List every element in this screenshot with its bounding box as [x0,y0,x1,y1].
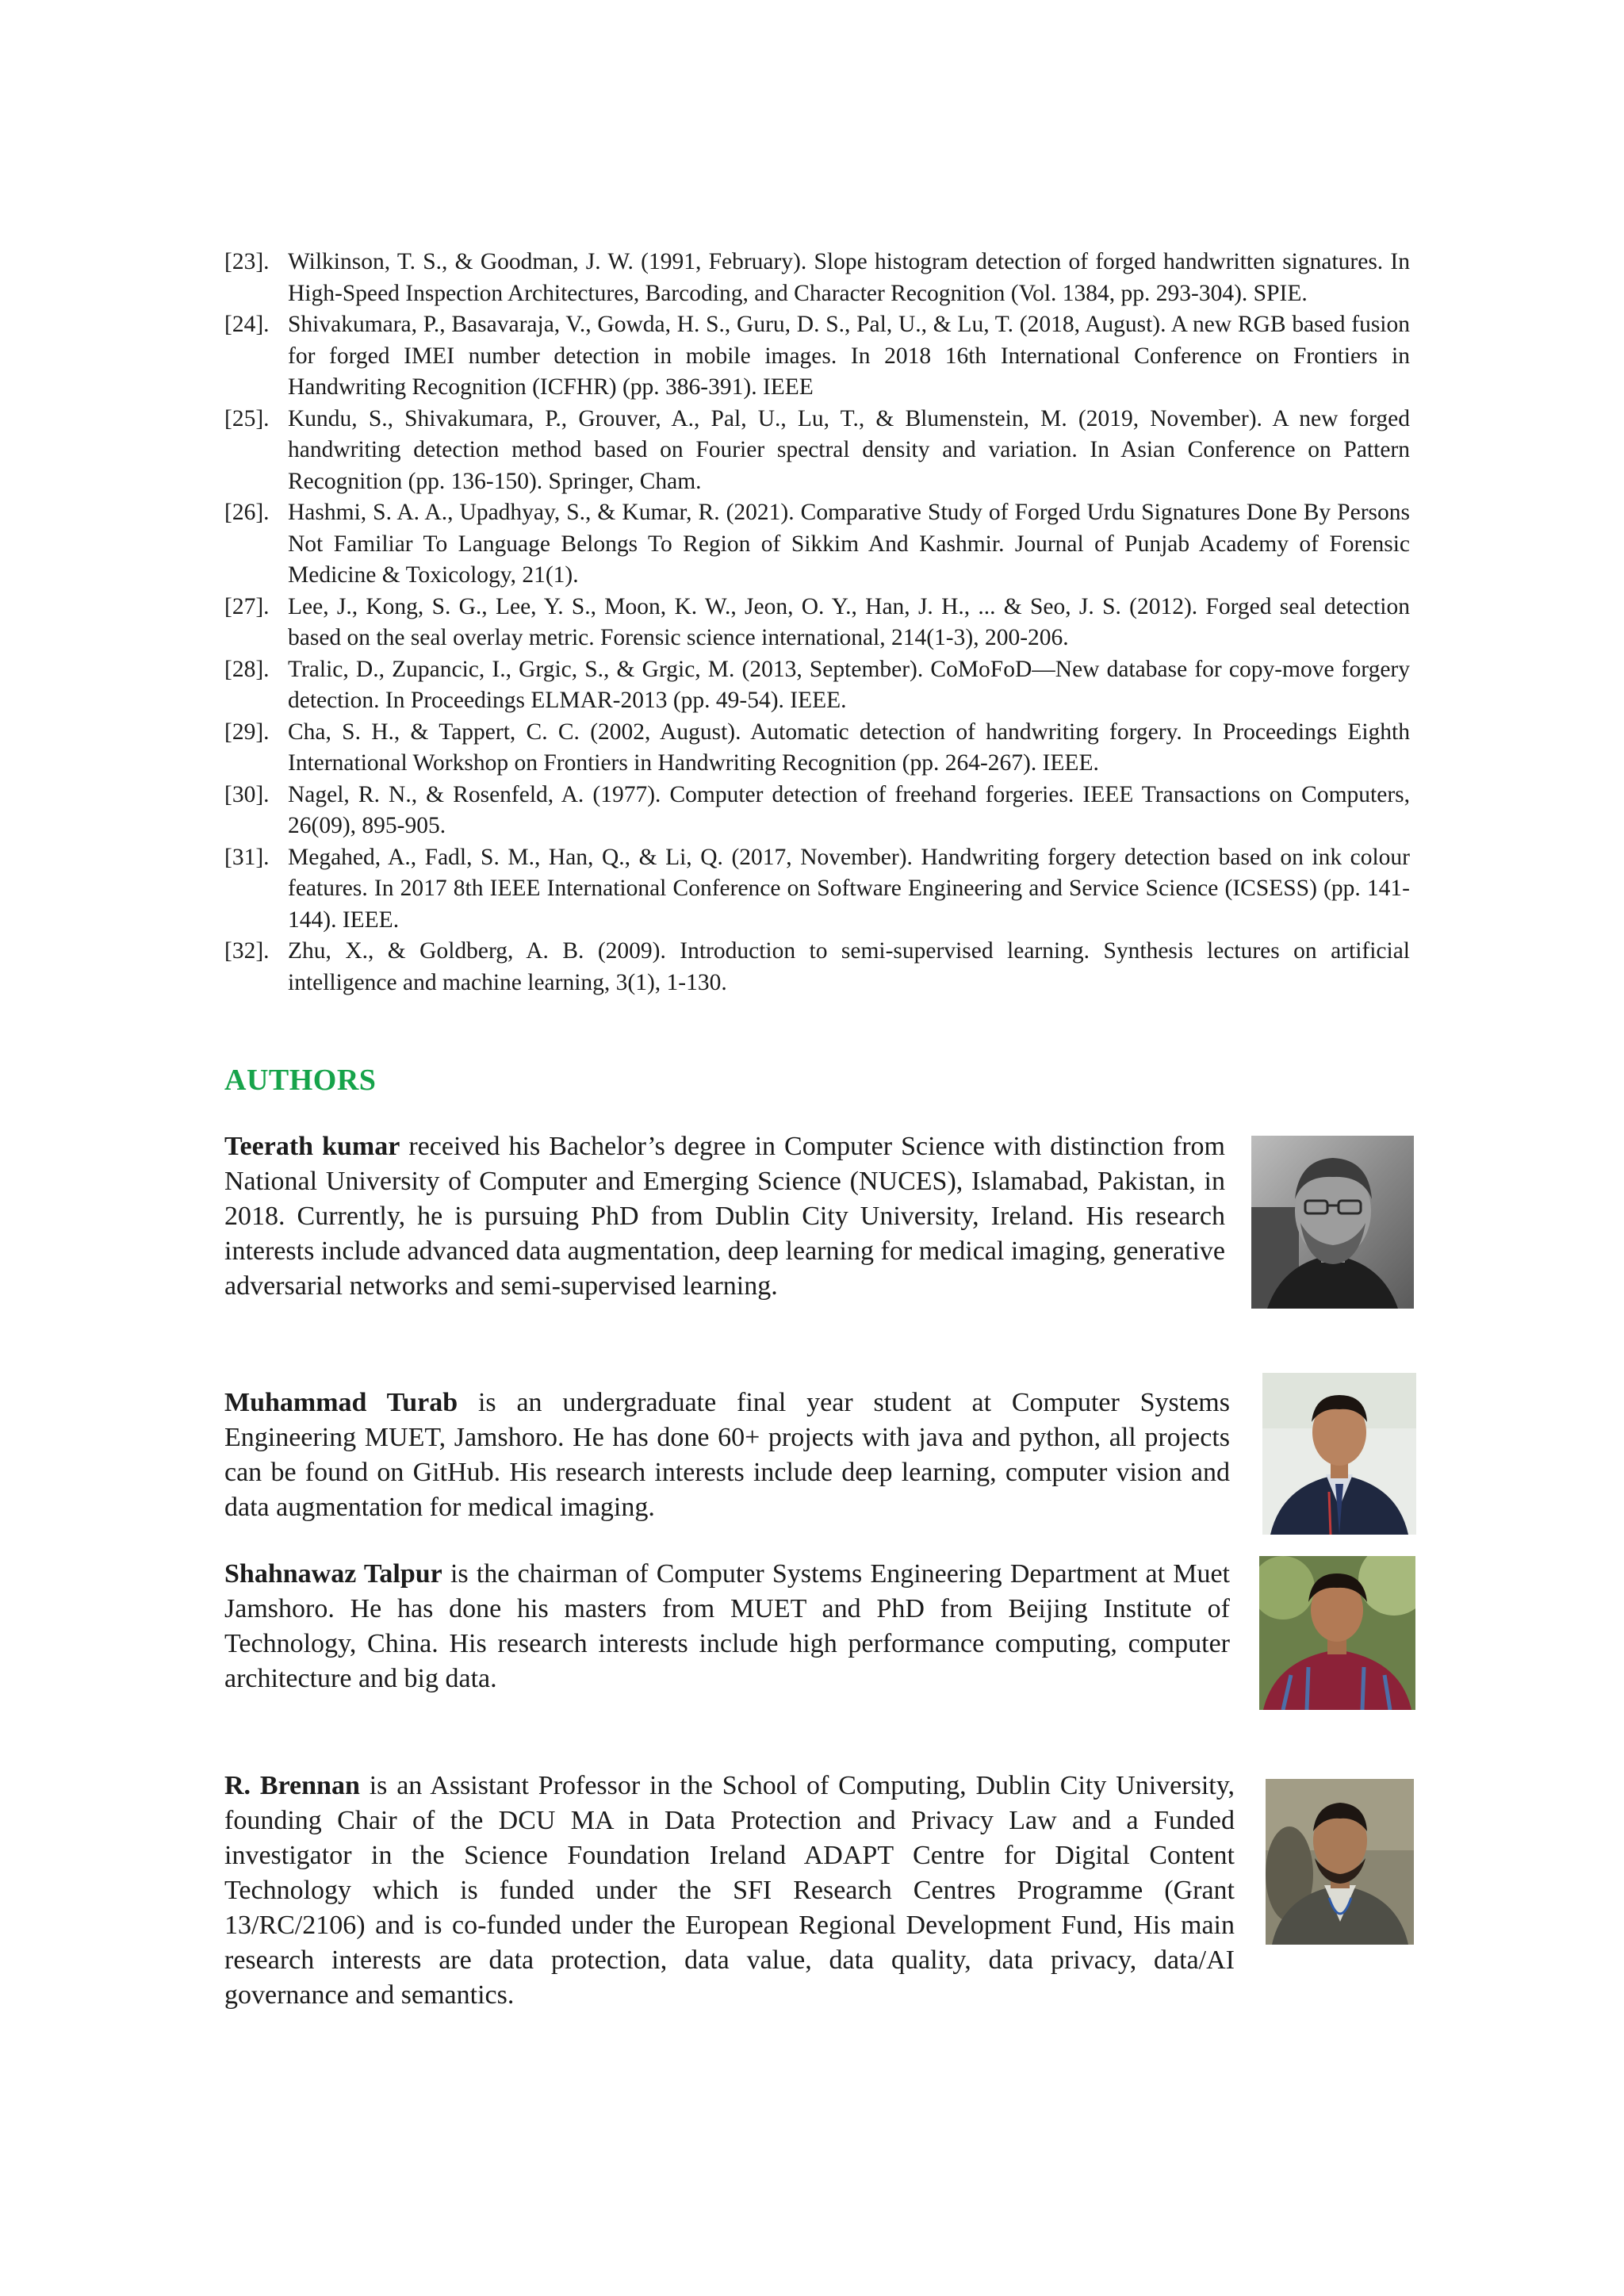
reference-number: [26]. [224,500,270,525]
reference-text: Megahed, A., Fadl, S. M., Han, Q., & Li, Q. (2017, November). Handwriting forgery detection based on ink colour features. In 2017 8th IEEE International Conference on Software Engineering and Service Science (ICSESS) (pp. 141-144). IEEE. [288,844,1410,933]
reference-list [224,247,1410,999]
reference-text: Zhu, X., & Goldberg, A. B. (2009). Introduction to semi-supervised learning. Synthesis lectures on artificial intelligence and machine learning, 3(1), 1-130. [288,938,1410,995]
reference-number: [27]. [224,593,270,619]
reference-item [224,497,1410,592]
reference-number: [24]. [224,312,270,337]
reference-number: [29]. [224,719,270,745]
reference-number: [25]. [224,405,270,431]
reference-number: [23]. [224,249,270,274]
author-bio-text: is an Assistant Professor in the School of Computing, Dublin City University, founding Chair of the DCU MA in Data Protection and Privacy Law and a Funded investigator in the Science Foundation Ireland ADAPT Centre for Digital Content Technology which is funded under the SFI Research Centres Programme (Grant 13/RC/2106) and is co-funded under the European Regional Development Fund, His main research interests are data protection, data value, data quality, data privacy, data/AI governance and semantics. [224,1771,1235,2010]
reference-text: Lee, J., Kong, S. G., Lee, Y. S., Moon, K. W., Jeon, O. Y., Han, J. H., ... & Seo, J. S. (2012). Forged seal detection based on the seal overlay metric. Forensic science international, 214(1-3), 200-206. [288,593,1410,650]
author-photo-image [1251,1136,1414,1309]
reference-text: Tralic, D., Zupancic, I., Grgic, S., & Grgic, M. (2013, September). CoMoFoD—New database for copy-move forgery detection. In Proceedings ELMAR-2013 (pp. 49-54). IEEE. [288,656,1410,713]
reference-number: [32]. [224,938,270,964]
reference-item [224,404,1410,498]
author-bio-text: is an undergraduate final year student at Computer Systems Engineering MUET, Jamshoro. He has done 60+ projects with java and python, all projects can be found on GitHub. His research interests include deep learning, computer vision and data augmentation for medical imaging. [224,1388,1230,1522]
reference-item [224,309,1410,404]
author-name: Muhammad Turab [224,1388,458,1417]
authors-heading: AUTHORS [224,1064,377,1097]
reference-text: Nagel, R. N., & Rosenfeld, A. (1977). Computer detection of freehand forgeries. IEEE Transactions on Computers, 26(09), 895-905. [288,781,1410,838]
reference-number: [28]. [224,656,270,682]
reference-item [224,247,1410,309]
reference-text: Shivakumara, P., Basavaraja, V., Gowda, H. S., Guru, D. S., Pal, U., & Lu, T. (2018, August). A new RGB based fusion for forged IMEI number detection in mobile images. In 2018 16th International Conference on Frontiers in Handwriting Recognition (ICFHR) (pp. 386-391). IEEE [288,312,1410,400]
author-bio [224,1129,1225,1304]
reference-item [224,842,1410,937]
reference-number: [30]. [224,781,270,807]
reference-item [224,717,1410,780]
reference-item [224,936,1410,999]
author-photo [1266,1779,1414,1945]
author-bio [224,1557,1230,1696]
reference-text: Hashmi, S. A. A., Upadhyay, S., & Kumar, R. (2021). Comparative Study of Forged Urdu Signatures Done By Persons Not Familiar To Language Belongs To Region of Sikkim And Kashmir. Journal of Punjab Academy of Forensic Medicine & Toxicology, 21(1). [288,500,1410,588]
author-photo-image [1259,1556,1415,1710]
author-name: Shahnawaz Talpur [224,1559,442,1589]
reference-text: Wilkinson, T. S., & Goodman, J. W. (1991, February). Slope histogram detection of forged handwritten signatures. In High-Speed Inspection Architectures, Barcoding, and Character Recognition (Vol. 1384, pp. 293-304). SPIE. [288,249,1410,306]
author-name: R. Brennan [224,1771,360,1800]
reference-number: [31]. [224,844,270,870]
author-name: Teerath kumar [224,1132,400,1161]
reference-text: Kundu, S., Shivakumara, P., Grouver, A., Pal, U., Lu, T., & Blumenstein, M. (2019, November). A new forged handwriting detection method based on Fourier spectral density and variation. In Asian Conference on Pattern Recognition (pp. 136-150). Springer, Cham. [288,405,1410,494]
author-photo [1251,1136,1414,1309]
author-photo-image [1262,1373,1416,1535]
author-photo [1262,1373,1416,1535]
author-photo-image [1266,1779,1414,1945]
reference-item [224,780,1410,842]
author-bio-text: is the chairman of Computer Systems Engineering Department at Muet Jamshoro. He has done his masters from MUET and PhD from Beijing Institute of Technology, China. His research interests include high performance computing, computer architecture and big data. [224,1559,1230,1693]
author-bio-text: received his Bachelor’s degree in Computer Science with distinction from National University of Computer and Emerging Science (NUCES), Islamabad, Pakistan, in 2018. Currently, he is pursuing PhD from Dublin City University, Ireland. His research interests include advanced data augmentation, deep learning for medical imaging, generative adversarial networks and semi-supervised learning. [224,1132,1225,1301]
author-photo [1259,1556,1415,1710]
author-bio [224,1769,1235,2013]
reference-text: Cha, S. H., & Tappert, C. C. (2002, August). Automatic detection of handwriting forgery. In Proceedings Eighth International Workshop on Frontiers in Handwriting Recognition (pp. 264-267). IEEE. [288,719,1410,776]
reference-item [224,654,1410,717]
author-bio [224,1386,1230,1525]
reference-item [224,592,1410,654]
